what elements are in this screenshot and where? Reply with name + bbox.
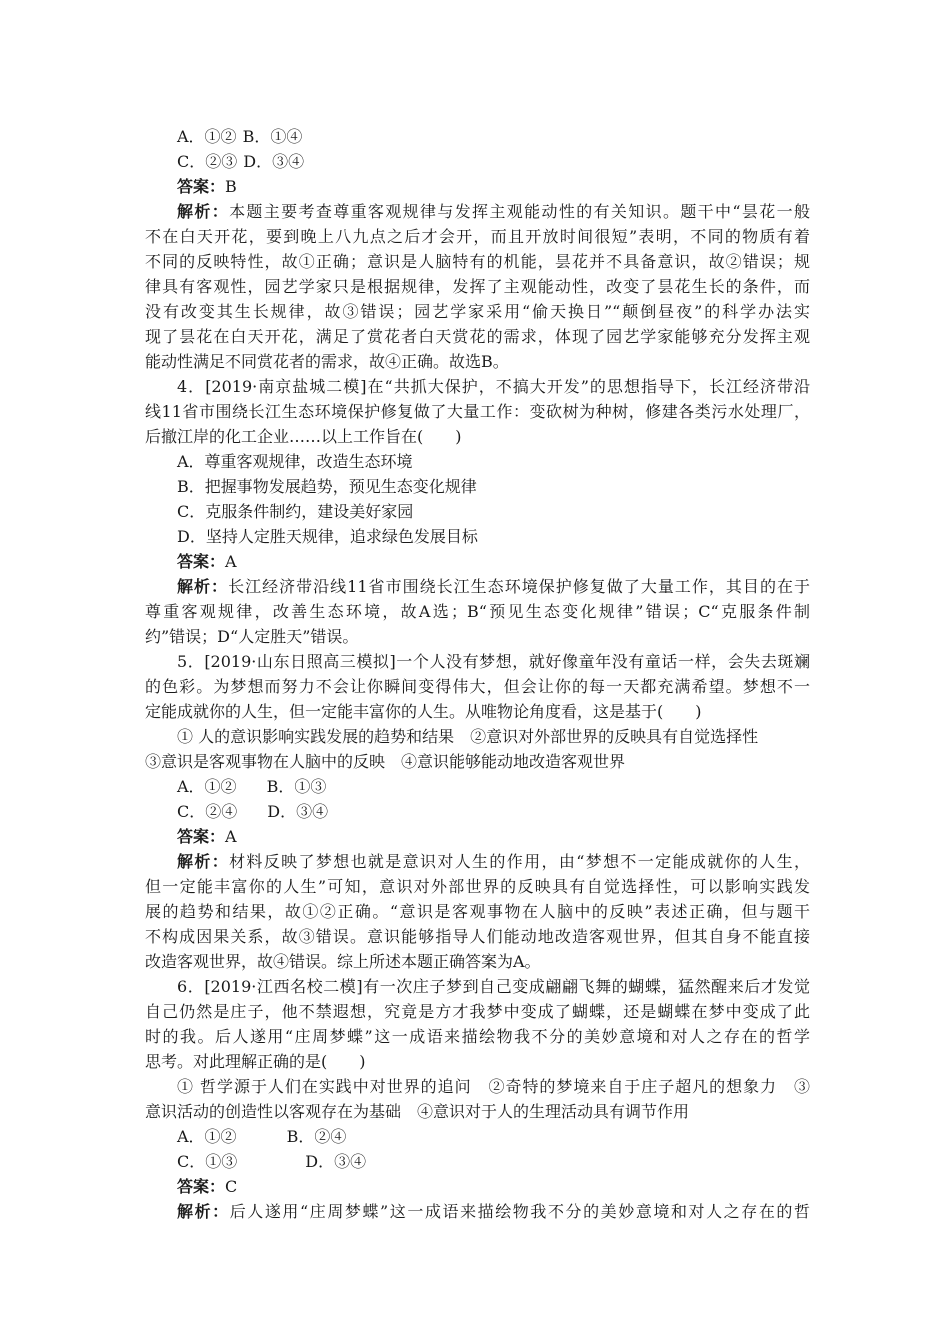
q5-analysis-line: 展的趋势和结果，故①②正确。“意识是客观事物在人脑中的反映”表述正确，但与题干 (145, 902, 810, 921)
q5-stem-line: 定能成就你的人生，但一定能丰富你的人生。从唯物论角度看，这是基于( ) (145, 702, 702, 721)
q4-option-b: B．把握事物发展趋势，预见生态变化规律 (177, 477, 477, 496)
q3-option-c: C．②③ (177, 152, 238, 171)
q4-analysis-line: 约”错误；D“人定胜天”错误。 (145, 627, 359, 646)
q6-options-row-2 (145, 1149, 810, 1174)
q3-answer-label: 答案： (177, 177, 226, 196)
q5-statements-line: ① 人的意识影响实践发展的趋势和结果 ②意识对外部世界的反映具有自觉选择性 (177, 727, 759, 746)
q5-analysis-line: 但一定能丰富你的人生”可知，意识对外部世界的反映具有自觉选择性，可以影响实践发 (145, 877, 810, 896)
q3-analysis-line: 解析：本题主要考查尊重客观规律与发挥主观能动性的有关知识。题干中“昙花一般 (177, 202, 810, 221)
q4-option-a: A．尊重客观规律，改造生态环境 (177, 452, 413, 471)
q5-option-b: B．①③ (266, 777, 327, 796)
q4-stem-line: 后撤江岸的化工企业……以上工作旨在( ) (145, 427, 462, 446)
q5-analysis-line: 不构成因果关系，故③错误。意识能够指导人们能动地改造客观世界，但其自身不能直接 (145, 927, 810, 946)
q6-options-row-1 (145, 1124, 810, 1149)
q3-analysis-line: 不同的反映特性，故①正确；意识是人脑特有的机能，昙花并不具备意识，故②错误；规 (145, 252, 810, 271)
q4-analysis-line: 尊重客观规律，改善生态环境，故A选；B“预见生态变化规律”错误；C“克服条件制 (145, 602, 810, 621)
q3-analysis-line: 律具有客观性，园艺学家只是根据规律，发挥了主观能动性，改变了昙花生长的条件，而 (145, 277, 810, 296)
q3-analysis-line: 能动性满足不同赏花者的需求，故④正确。故选B。 (145, 352, 509, 371)
q3-options-row-1 (145, 124, 810, 149)
q6-statements-line: 意识活动的创造性以客观存在为基础 ④意识对于人的生理活动具有调节作用 (145, 1102, 690, 1121)
q3-answer (145, 174, 810, 199)
q3-option-d: D．③④ (243, 152, 305, 171)
q5-analysis-label: 解析： (177, 852, 230, 871)
q4-option-c: C．克服条件制约，建设美好家园 (177, 502, 414, 521)
q4-stem-line: 线11省市围绕长江生态环境保护修复做了大量工作：变砍树为种树，修建各类污水处理厂， (145, 402, 810, 421)
q5-option-a: A．①② (177, 777, 237, 796)
q5-statements-line: ③意识是客观事物在人脑中的反映 ④意识能够能动地改造客观世界 (145, 752, 626, 771)
q3-answer-value: B (225, 177, 237, 196)
q6-analysis-line: 解析：后人遂用“庄周梦蝶”这一成语来描绘物我不分的美妙意境和对人之存在的哲 (177, 1202, 810, 1221)
q6-answer (145, 1174, 810, 1199)
q6-option-a: A．①② (177, 1127, 237, 1146)
q3-analysis-line: 现了昙花在白天开花，满足了赏花者白天赏花的需求，体现了园艺学家能够充分发挥主观 (145, 327, 810, 346)
q4-stem-line: 4．[2019·南京盐城二模]在“共抓大保护，不搞大开发”的思想指导下，长江经济带沿 (177, 377, 810, 396)
q3-option-b: B．①④ (242, 127, 303, 146)
q6-statements-line: ① 哲学源于人们在实践中对世界的追问 ②奇特的梦境来自于庄子超凡的想象力 ③ (177, 1077, 810, 1096)
q6-stem-line: 思考。对此理解正确的是( ) (145, 1052, 366, 1071)
q4-answer-value: A (225, 552, 237, 571)
q6-option-d: D．③④ (305, 1152, 367, 1171)
q5-option-c: C．②④ (177, 802, 238, 821)
q5-stem-line: 的色彩。为梦想而努力不会让你瞬间变得伟大，但会让你的每一天都充满希望。梦想不一 (145, 677, 810, 696)
q6-option-b: B．②④ (286, 1127, 347, 1146)
q5-stem-line: 5．[2019·山东日照高三模拟]一个人没有梦想，就好像童年没有童话一样，会失去斑斓 (177, 652, 810, 671)
q6-stem-line: 自己仍然是庄子，他不禁遐想，究竟是方才我梦中变成了蝴蝶，还是蝴蝶在梦中变成了此 (145, 1002, 810, 1021)
q6-stem-line: 时的我。后人遂用“庄周梦蝶”这一成语来描绘物我不分的美妙意境和对人之存在的哲学 (145, 1027, 810, 1046)
q6-analysis-label: 解析： (177, 1202, 230, 1221)
q5-analysis-line: 改造客观世界，故④错误。综上所述本题正确答案为A。 (145, 952, 541, 971)
q4-analysis-label: 解析： (177, 577, 229, 596)
q6-answer-label: 答案： (177, 1177, 226, 1196)
q6-answer-value: C (225, 1177, 238, 1196)
q3-analysis-label: 解析： (177, 202, 230, 221)
q5-answer-value: A (225, 827, 237, 846)
q4-option-d: D．坚持人定胜天规律，追求绿色发展目标 (177, 527, 478, 546)
q5-options-row-1 (145, 774, 810, 799)
q3-analysis-line: 不在白天开花，要到晚上八九点之后才会开，而且开放时间很短”表明，不同的物质有着 (145, 227, 810, 246)
q4-analysis-line: 解析：长江经济带沿线11省市围绕长江生态环境保护修复做了大量工作，其目的在于 (177, 577, 810, 596)
q3-analysis-line: 没有改变其生长规律，故③错误；园艺学家采用“偷天换日”“颠倒昼夜”的科学办法实 (145, 302, 810, 321)
document-page (145, 124, 810, 1224)
q5-answer (145, 824, 810, 849)
q4-answer-label: 答案： (177, 552, 226, 571)
q5-answer-label: 答案： (177, 827, 226, 846)
q5-options-row-2 (145, 799, 810, 824)
q5-analysis-line: 解析：材料反映了梦想也就是意识对人生的作用，由“梦想不一定能成就你的人生， (177, 852, 810, 871)
q3-options-row-2 (145, 149, 810, 174)
q6-option-c: C．①③ (177, 1152, 238, 1171)
q5-option-d: D．③④ (267, 802, 329, 821)
q6-stem-line: 6．[2019·江西名校二模]有一次庄子梦到自己变成翩翩飞舞的蝴蝶，猛然醒来后才发觉 (177, 977, 810, 996)
q3-option-a: A．①② (177, 127, 237, 146)
q4-answer (145, 549, 810, 574)
